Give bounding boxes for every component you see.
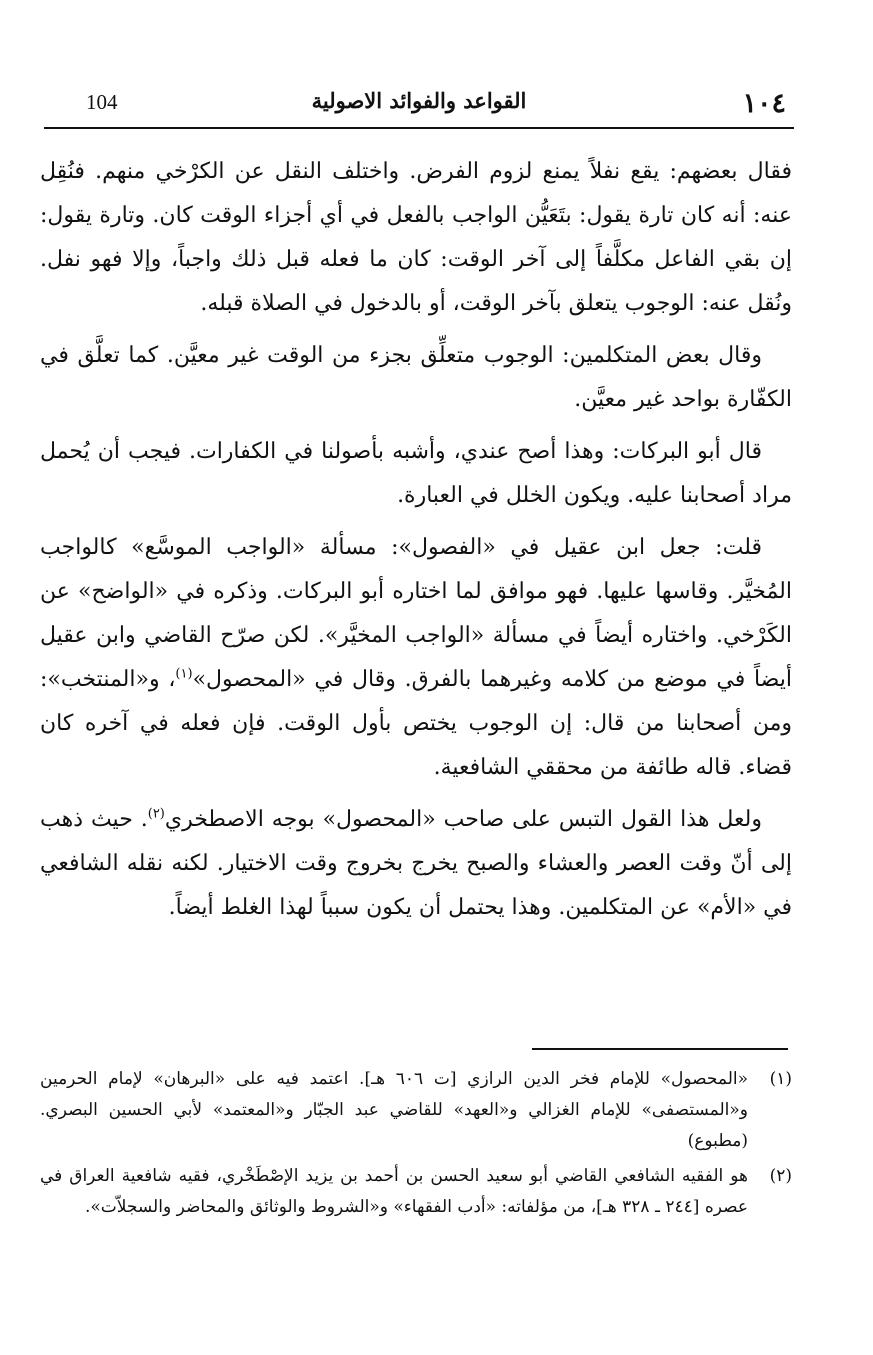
- footnote-marker-2[interactable]: (٢): [147, 806, 165, 822]
- footnote-1: [40, 1064, 792, 1157]
- paragraph-5-part-1: ولعل هذا القول التبس على صاحب «المحصول» بوجه الاصطخري: [164, 807, 762, 832]
- paragraph-1: فقال بعضهم: يقع نفلاً يمنع لزوم الفرض. واختلف النقل عن الكرْخي منهم. فنُقِل عنه: أنه كان تارة يقول: بتَعَيُّن الواجب بالفعل في أي أجزاء الوقت كان. وتارة يقول: إن بقي الفاعل مكلَّفاً إلى آخر الوقت: كان ما فعله قبل ذلك واجباً، وإلا فهو نفل. ونُقل عنه: الوجوب يتعلق بآخر الوقت، أو بالدخول في الصلاة قبله.: [40, 159, 792, 316]
- paragraph-5-part-2: . حيث ذهب إلى أنّ وقت العصر والعشاء والصبح يخرج بخروج وقت الاختيار. لكنه نقله الشافعي في «الأم» عن المتكلمين. وهذا يحتمل أن يكون سبباً لهذا الغلط أيضاً.: [40, 807, 792, 920]
- page-header: [44, 84, 794, 128]
- footnote-text: «المحصول» للإمام فخر الدين الرازي [ت ٦٠٦ هـ]. اعتمد فيه على «البرهان» لإمام الحرمين و«المستصفى» للإمام الغزالي و«العهد» للقاضي عبد الجبّار و«المعتمد» لأبي الحسين البصري. (مطبوع): [40, 1069, 748, 1151]
- paragraph-2: وقال بعض المتكلمين: الوجوب متعلِّق بجزء من الوقت غير معيَّن. كما تعلَّق في الكفّارة بواحد غير معيَّن.: [40, 343, 792, 412]
- paragraph-5: [40, 798, 792, 930]
- footnotes: [40, 1064, 792, 1227]
- footnote-number: (٢): [769, 1166, 792, 1186]
- page-number-arabic: ١٠٤: [742, 88, 786, 119]
- running-title: القواعد والفوائد الاصولية: [311, 88, 527, 113]
- page-number-latin: 104: [86, 90, 118, 114]
- paragraph-3: قال أبو البركات: وهذا أصح عندي، وأشبه بأصولنا في الكفارات. فيجب أن يُحمل مراد أصحابنا عليه. ويكون الخلل في العبارة.: [40, 439, 792, 508]
- footnote-marker-1[interactable]: (١): [175, 666, 193, 682]
- header-rule: [44, 127, 794, 129]
- footnote-number: (١): [769, 1069, 792, 1089]
- footnote-text: هو الفقيه الشافعي القاضي أبو سعيد الحسن بن أحمد بن يزيد الإصْطَخْري، فقيه شافعية العراق في عصره [٢٤٤ ـ ٣٢٨ هـ]، من مؤلفاته: «أدب الفقهاء» و«الشروط والوثائق والمحاضر والسجلاّت».: [40, 1166, 748, 1217]
- paragraph-4: [40, 526, 792, 790]
- footnote-2: [40, 1161, 792, 1223]
- footnote-separator: [532, 1048, 788, 1050]
- paragraph-4-part-2: ، و«المنتخب»: ومن أصحابنا من قال: إن الوجوب يختص بأول الوقت. فإن فعله في آخره كان قضاء. قاله طائفة من محققي الشافعية.: [40, 667, 792, 780]
- main-text: [40, 150, 792, 938]
- paragraph-4-part-1: قلت: جعل ابن عقيل في «الفصول»: مسألة «الواجب الموسَّع» كالواجب المُخيَّر. وقاسها عليها. فهو موافق لما اختاره أبو البركات. وذكره في «الواضح» عن الكَرْخي. واختاره أيضاً في مسألة «الواجب المخيَّر». لكن صرّح القاضي وابن عقيل أيضاً في موضع من كلامه وغيرهما بالفرق. وقال في «المحصول»: [40, 535, 792, 692]
